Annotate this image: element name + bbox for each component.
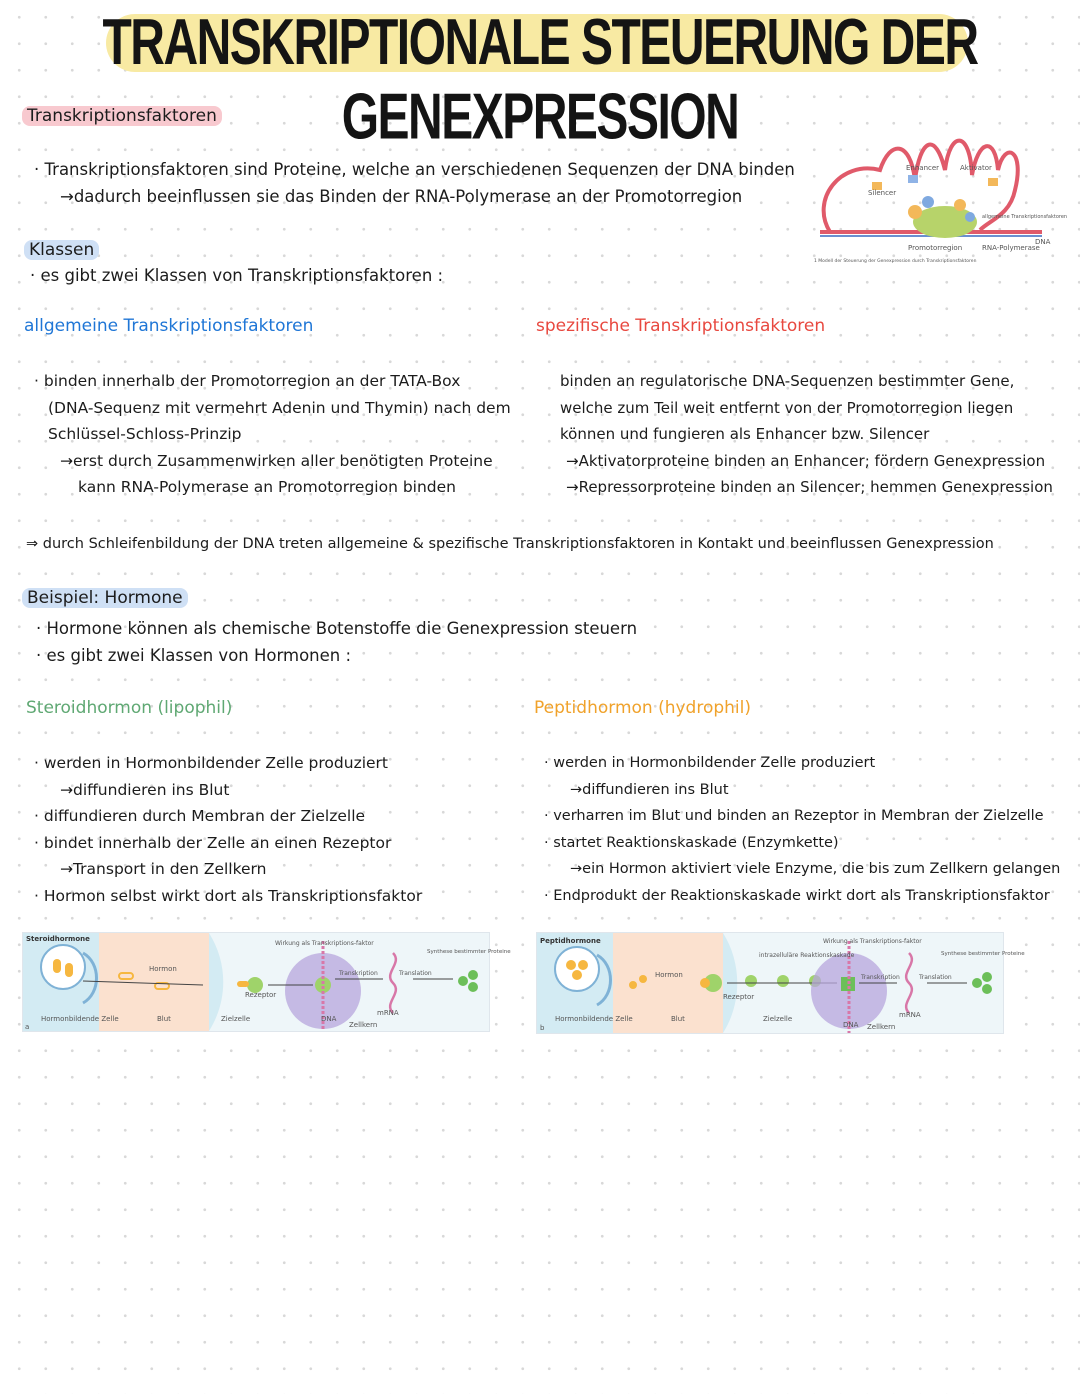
heading-beispiel: Beispiel: Hormone (22, 588, 188, 608)
peptid-fig-label: mRNA (899, 1011, 921, 1019)
fig-top-caption: 1 Modell der Steuerung der Genexpression durch Transkriptionsfaktoren (814, 259, 977, 264)
steroid-fig-label: Wirkung als Transkriptions-faktor (275, 940, 374, 947)
peptid-fig-label: Wirkung als Transkriptions-faktor (823, 938, 922, 945)
peptid-line: · startet Reaktionskaskade (Enzymkette) (544, 830, 1060, 857)
heading-transkriptionsfaktoren: Transkriptionsfaktoren (22, 106, 222, 126)
steroid-fig-label: Zellkern (349, 1021, 378, 1029)
spezifische-line: welche zum Teil weit entfernt von der Promotorregion liegen (560, 398, 1014, 417)
allgemeine-list (34, 368, 511, 501)
steroid-fig-label: Rezeptor (245, 991, 277, 999)
steroid-list (34, 750, 422, 909)
spezifische-line: können und fungieren als Enhancer bzw. Silencer (560, 425, 930, 443)
allgemeine-line: kann RNA-Polymerase an Promotorregion binden (78, 478, 456, 496)
peptid-fig-label: Rezeptor (723, 993, 755, 1001)
tf-line-1: · Transkriptionsfaktoren sind Proteine, welche an verschiedenen Sequenzen der DNA binden (34, 156, 795, 183)
peptid-line: · werden in Hormonbildender Zelle produziert (544, 750, 1060, 777)
peptid-line: · verharren im Blut und binden an Rezeptor in Membran der Zielzelle (544, 803, 1060, 830)
tf-line-2: →dadurch beeinflussen sie das Binden der RNA-Polymerase an der Promotorregion (60, 187, 743, 206)
allgemeine-line: (DNA-Sequenz mit vermehrt Adenin und Thymin) nach dem (48, 398, 511, 417)
heading-peptid: Peptidhormon (hydrophil) (534, 698, 751, 718)
peptid-list (544, 750, 1060, 909)
peptid-fig-label: Zellkern (867, 1023, 896, 1031)
steroid-fig-letter: a (25, 1023, 30, 1031)
fig-top-label-polymerase: RNA-Polymerase (982, 244, 1040, 252)
peptid-fig-label: Hormonbildende Zelle (555, 1015, 633, 1023)
spezifische-list (560, 368, 1053, 501)
beispiel-line-2: · es gibt zwei Klassen von Hormonen : (36, 642, 351, 669)
peptid-fig-label: Synthese bestimmter Proteine (941, 951, 1025, 957)
peptid-fig-letter: b (540, 1024, 545, 1032)
peptid-line: →diffundieren ins Blut (570, 781, 729, 798)
steroid-line: · diffundieren durch Membran der Zielzelle (34, 803, 422, 830)
heading-steroid: Steroidhormon (lipophil) (26, 698, 233, 718)
spezifische-line: binden an regulatorische DNA-Sequenzen bestimmter Gene, (560, 372, 1015, 390)
steroid-figure (22, 932, 511, 1032)
steroid-line: · Hormon selbst wirkt dort als Transkriptionsfaktor (34, 883, 422, 910)
peptid-figure (536, 932, 1025, 1034)
steroid-fig-label: Transkription (339, 970, 378, 977)
peptid-line: →ein Hormon aktiviert viele Enzyme, die bis zum Zellkern gelangen (570, 861, 1061, 877)
steroid-fig-label: Translation (399, 970, 432, 977)
fig-top-label-silencer: Silencer (868, 189, 897, 197)
beispiel-line-1: · Hormone können als chemische Botenstoffe die Genexpression steuern (36, 615, 637, 642)
peptid-fig-label: Transkription (861, 974, 900, 981)
peptid-fig-label: intrazelluläre Reaktionskaskade (759, 952, 855, 959)
klassen-line-1: · es gibt zwei Klassen von Transkriptionsfaktoren : (30, 262, 443, 289)
steroid-fig-label: mRNA (377, 1009, 399, 1017)
fig-top-label-enhancer: Enhancer (906, 164, 940, 172)
heading-allgemeine: allgemeine Transkriptionsfaktoren (24, 316, 314, 336)
peptid-fig-label: Translation (919, 974, 952, 981)
dna-loop-figure (810, 120, 1068, 270)
steroid-fig-label: DNA (321, 1015, 337, 1023)
steroid-fig-title: Steroidhormone (26, 935, 90, 943)
steroid-fig-label: Zielzelle (221, 1015, 251, 1023)
steroid-fig-label: Hormon (149, 965, 177, 973)
steroid-fig-label: Hormonbildende Zelle (41, 1015, 119, 1023)
allgemeine-line: →erst durch Zusammenwirken aller benötigten Proteine (60, 451, 493, 470)
allgemeine-line: Schlüssel-Schloss-Prinzip (48, 425, 242, 443)
peptid-fig-label: DNA (843, 1021, 859, 1029)
spezifische-line: →Repressorproteine binden an Silencer; hemmen Genexpression (566, 478, 1053, 496)
steroid-line: · bindet innerhalb der Zelle an einen Rezeptor (34, 830, 422, 857)
steroid-fig-label: Synthese bestimmter Proteine (427, 949, 511, 955)
conclusion-line: ⇒ durch Schleifenbildung der DNA treten allgemeine & spezifische Transkriptionsfaktoren in Kontakt und beeinflussen Genexpression (26, 536, 994, 552)
steroid-line: →diffundieren ins Blut (60, 780, 230, 799)
steroid-line: · werden in Hormonbildender Zelle produziert (34, 750, 422, 777)
peptid-fig-label: Zielzelle (763, 1015, 793, 1023)
peptid-line: · Endprodukt der Reaktionskaskade wirkt dort als Transkriptionsfaktor (544, 883, 1060, 910)
steroid-fig-label: Blut (157, 1015, 171, 1023)
fig-top-label-allgemeine: allgemeine Transkriptionsfaktoren (982, 214, 1068, 220)
fig-top-label-dna: DNA (1035, 238, 1051, 246)
peptid-fig-label: Hormon (655, 971, 683, 979)
heading-spezifische: spezifische Transkriptionsfaktoren (536, 316, 826, 336)
spezifische-line: →Aktivatorproteine binden an Enhancer; fördern Genexpression (566, 451, 1046, 470)
allgemeine-line: · binden innerhalb der Promotorregion an der TATA-Box (34, 368, 511, 395)
fig-top-label-aktivator: Aktivator (960, 164, 992, 172)
peptid-fig-label: Blut (671, 1015, 685, 1023)
heading-klassen: Klassen (24, 240, 99, 260)
page-title: TRANSKRIPTIONALE STEUERUNG DER GENEXPRESSION (102, 7, 978, 154)
steroid-line: →Transport in den Zellkern (60, 860, 267, 878)
peptid-fig-title: Peptidhormone (540, 937, 601, 945)
fig-top-label-promotor: Promotorregion (908, 244, 963, 252)
